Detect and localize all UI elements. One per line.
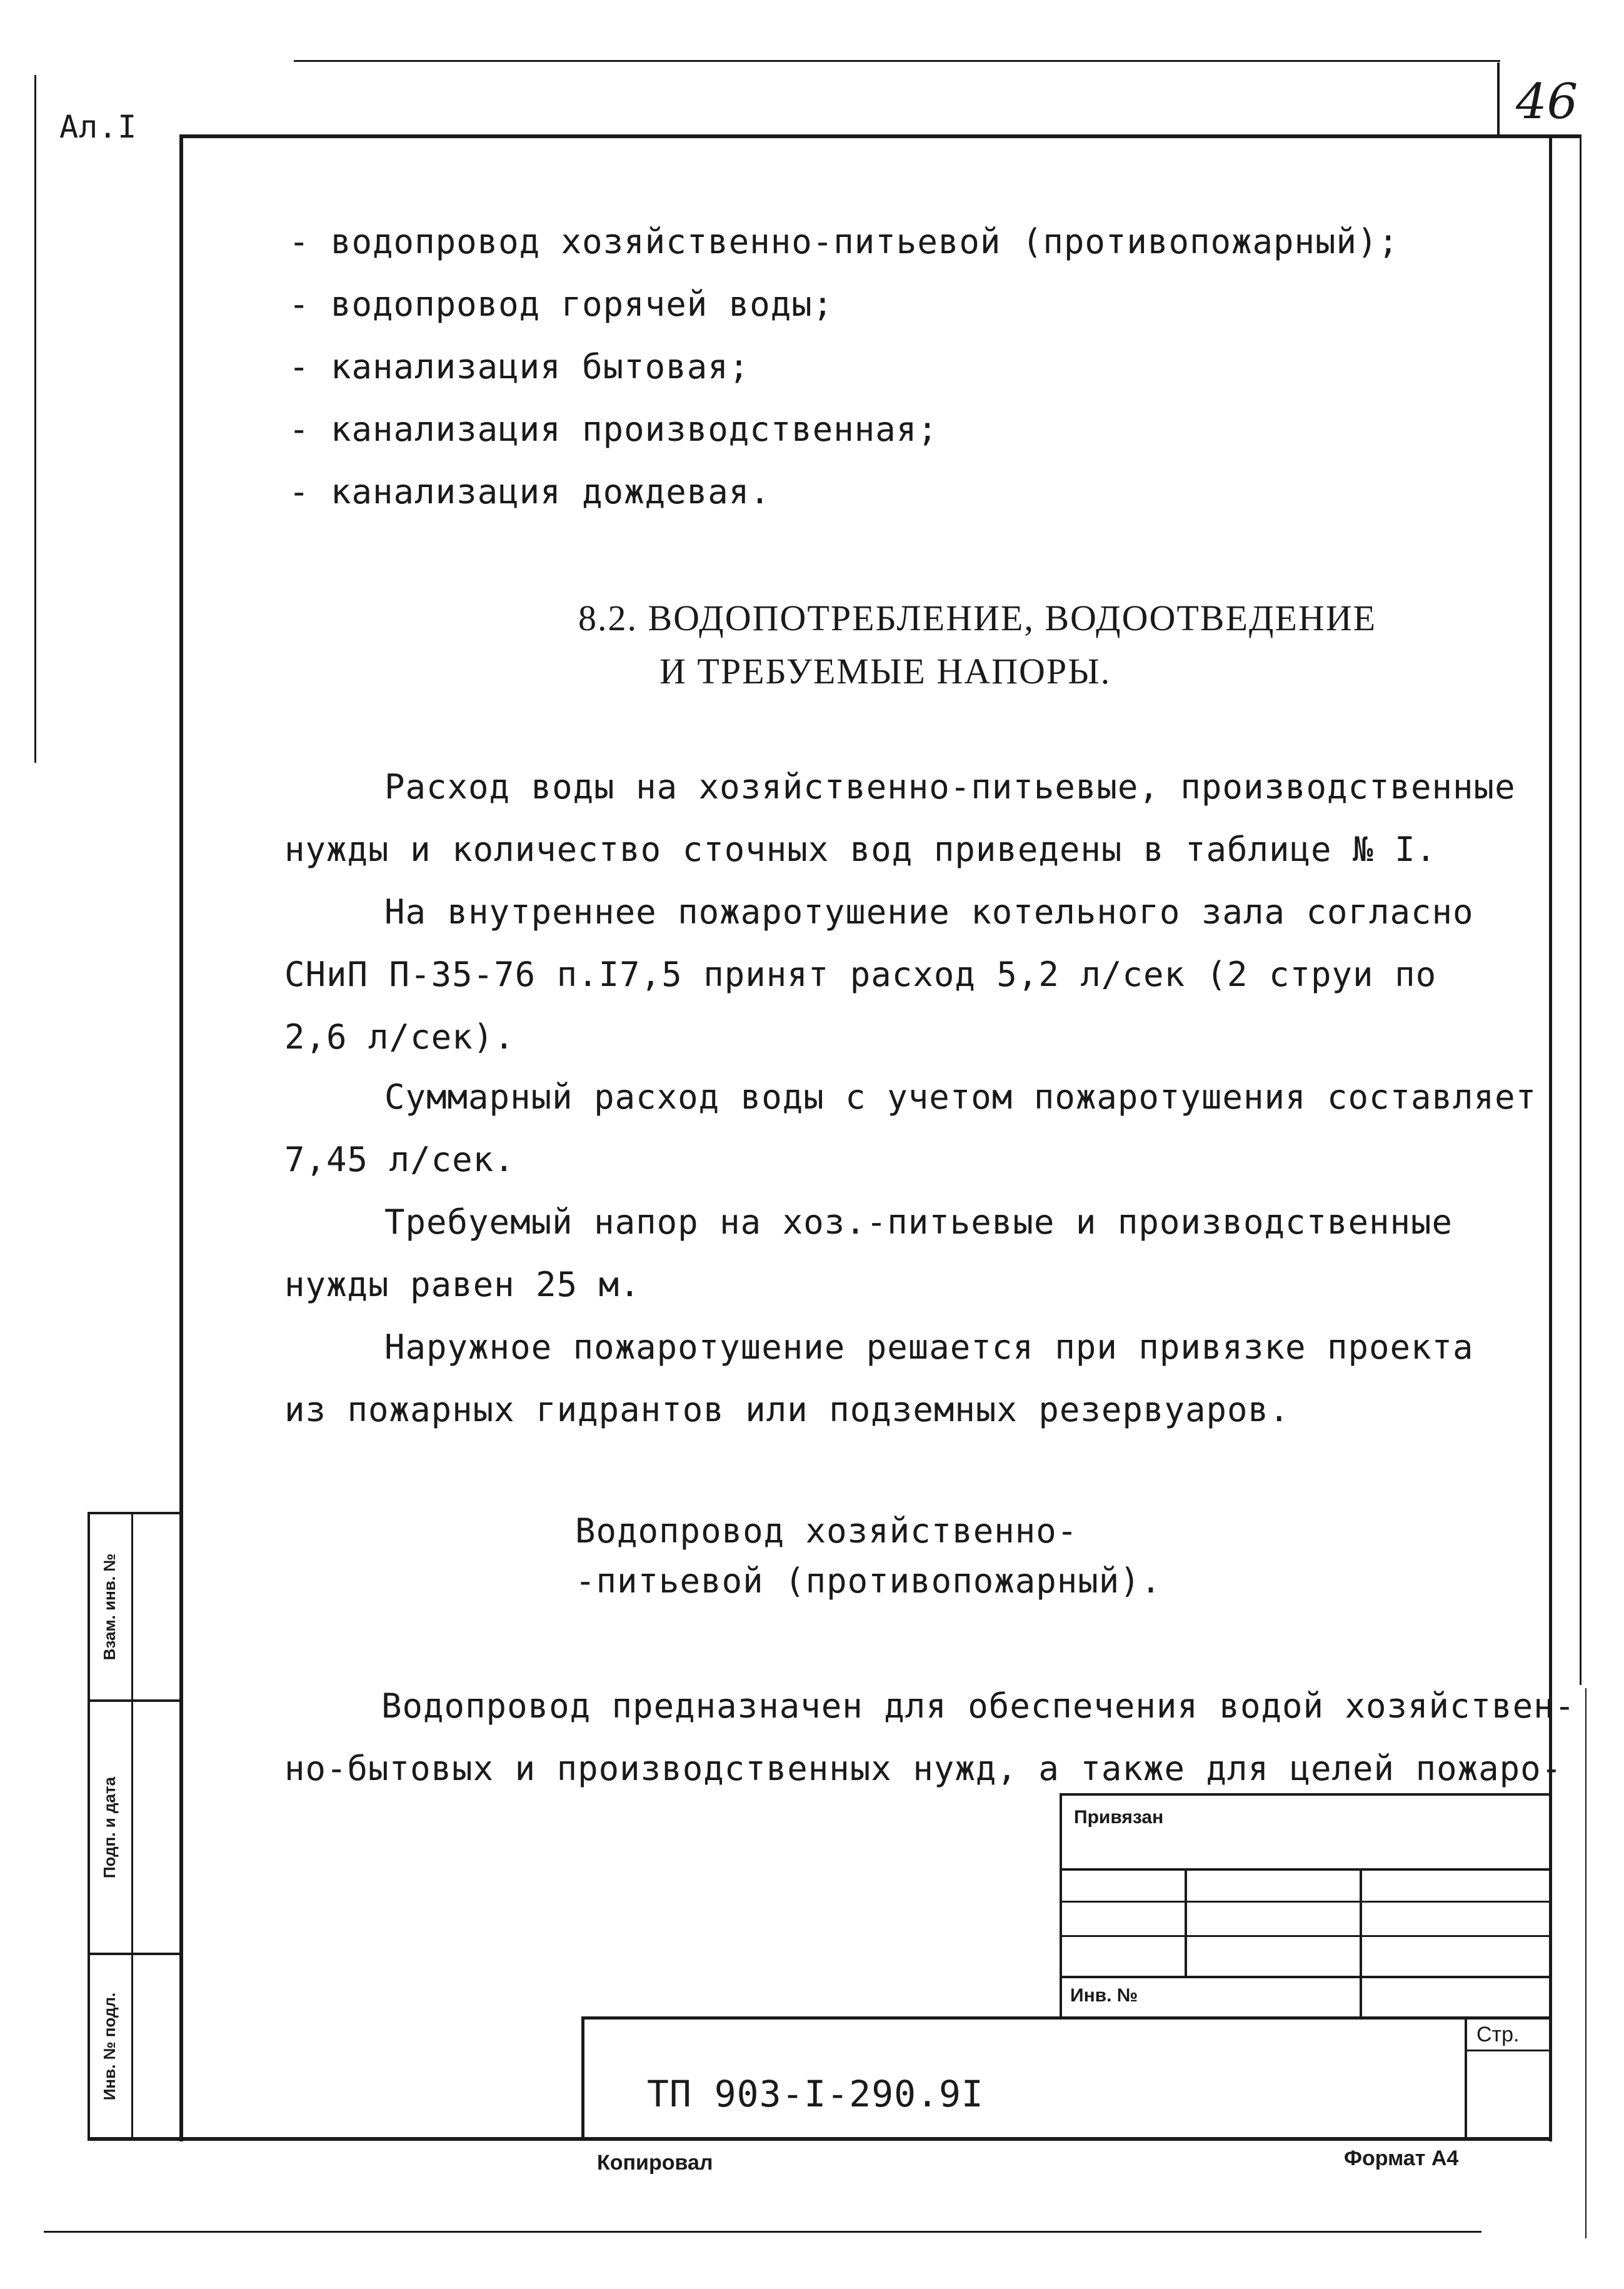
margin-sep-2 <box>88 1953 181 1955</box>
stamp-page-col <box>1465 2016 1467 2140</box>
paragraph-line: нужды и количество сточных вод приведены в таблице № I. <box>284 830 1437 869</box>
margin-col-mid <box>131 1512 133 2140</box>
stamp-main-top <box>581 2016 1552 2020</box>
margin-label-inv-podl: Инв. № подл. <box>100 1992 119 2101</box>
paragraph-line: СНиП П-35-76 п.I7,5 принят расход 5,2 л/сек (2 струи по <box>284 955 1437 994</box>
margin-label-vzam-inv: Взам. инв. № <box>100 1553 119 1661</box>
stamp-main-left <box>581 2016 584 2140</box>
section-title-line2: И ТРЕБУЕМЫЕ НАПОРЫ. <box>659 651 1111 692</box>
footer-copied: Копировал <box>597 2151 713 2175</box>
frame-right-outer <box>1580 134 1581 1685</box>
stamp-col-1 <box>1185 1868 1187 1978</box>
paragraph-line: На внутреннее пожаротушение котельного зала согласно <box>384 892 1474 932</box>
stamp-left-upper <box>1060 1793 1062 2018</box>
stamp-row-4 <box>1060 1976 1552 1978</box>
frame-right <box>1549 134 1552 2141</box>
bullet-item: - канализация бытовая; <box>289 347 750 386</box>
paragraph-line: Расход воды на хозяйственно-питьевые, производственные <box>384 767 1516 807</box>
paragraph-line: Водопровод предназначен для обеспечения водой хозяйствен- <box>381 1686 1576 1726</box>
margin-sep-1 <box>88 1699 181 1702</box>
paragraph-line: 7,45 л/сек. <box>284 1140 515 1179</box>
frame-bottom <box>88 2137 1552 2141</box>
stamp-privyazan: Привязан <box>1074 1807 1164 1828</box>
paragraph-line: Требуемый напор на хоз.-питьевые и производственные <box>384 1202 1453 1242</box>
subheading-line1: Водопровод хозяйственно- <box>575 1511 1078 1551</box>
frame-top <box>181 134 1581 138</box>
document-code: ТП 903-I-290.9I <box>647 2073 984 2115</box>
page-number: 46 <box>1516 74 1578 130</box>
bullet-item: - канализация дождевая. <box>289 472 771 511</box>
paragraph-line: Суммарный расход воды с учетом пожаротушения составляет <box>384 1077 1537 1117</box>
stamp-top <box>1060 1793 1552 1796</box>
bullet-item: - канализация производственная; <box>289 410 938 449</box>
page-box-left <box>1497 63 1500 136</box>
sheet-corner-label: Ал.I <box>59 109 138 145</box>
stamp-col-2 <box>1360 1868 1362 2018</box>
bottom-trim-line <box>44 2231 1481 2233</box>
paragraph-line: 2,6 л/сек). <box>284 1017 515 1057</box>
paragraph-line: но-бытовых и производственных нужд, а также для целей пожаро- <box>284 1749 1563 1788</box>
top-trim-line <box>294 60 1500 62</box>
stamp-page-row <box>1465 2050 1552 2051</box>
stamp-page-label: Стр. <box>1476 2023 1520 2046</box>
frame-left <box>179 134 183 2141</box>
margin-col-left <box>88 1512 90 2140</box>
section-title-line1: 8.2. ВОДОПОТРЕБЛЕНИЕ, ВОДООТВЕДЕНИЕ <box>578 598 1377 638</box>
bullet-item: - водопровод хозяйственно-питьевой (противопожарный); <box>289 222 1400 261</box>
paragraph-line: Наружное пожаротушение решается при привязке проекта <box>384 1327 1474 1367</box>
footer-format: Формат А4 <box>1344 2146 1459 2170</box>
bullet-item: - водопровод горячей воды; <box>289 284 834 324</box>
margin-label-podp-data: Подп. и дата <box>100 1776 119 1879</box>
margin-top-line <box>88 1512 181 1514</box>
left-trim-line <box>34 75 36 763</box>
stamp-row-3 <box>1060 1935 1552 1937</box>
paragraph-line: нужды равен 25 м. <box>284 1265 641 1304</box>
stamp-row-2 <box>1060 1901 1552 1903</box>
right-trim-line <box>1585 1688 1586 2238</box>
stamp-row-1 <box>1060 1868 1552 1871</box>
subheading-line2: -питьевой (противопожарный). <box>575 1561 1162 1601</box>
stamp-inv-no: Инв. № <box>1070 1985 1138 2006</box>
paragraph-line: из пожарных гидрантов или подземных резервуаров. <box>284 1390 1290 1429</box>
